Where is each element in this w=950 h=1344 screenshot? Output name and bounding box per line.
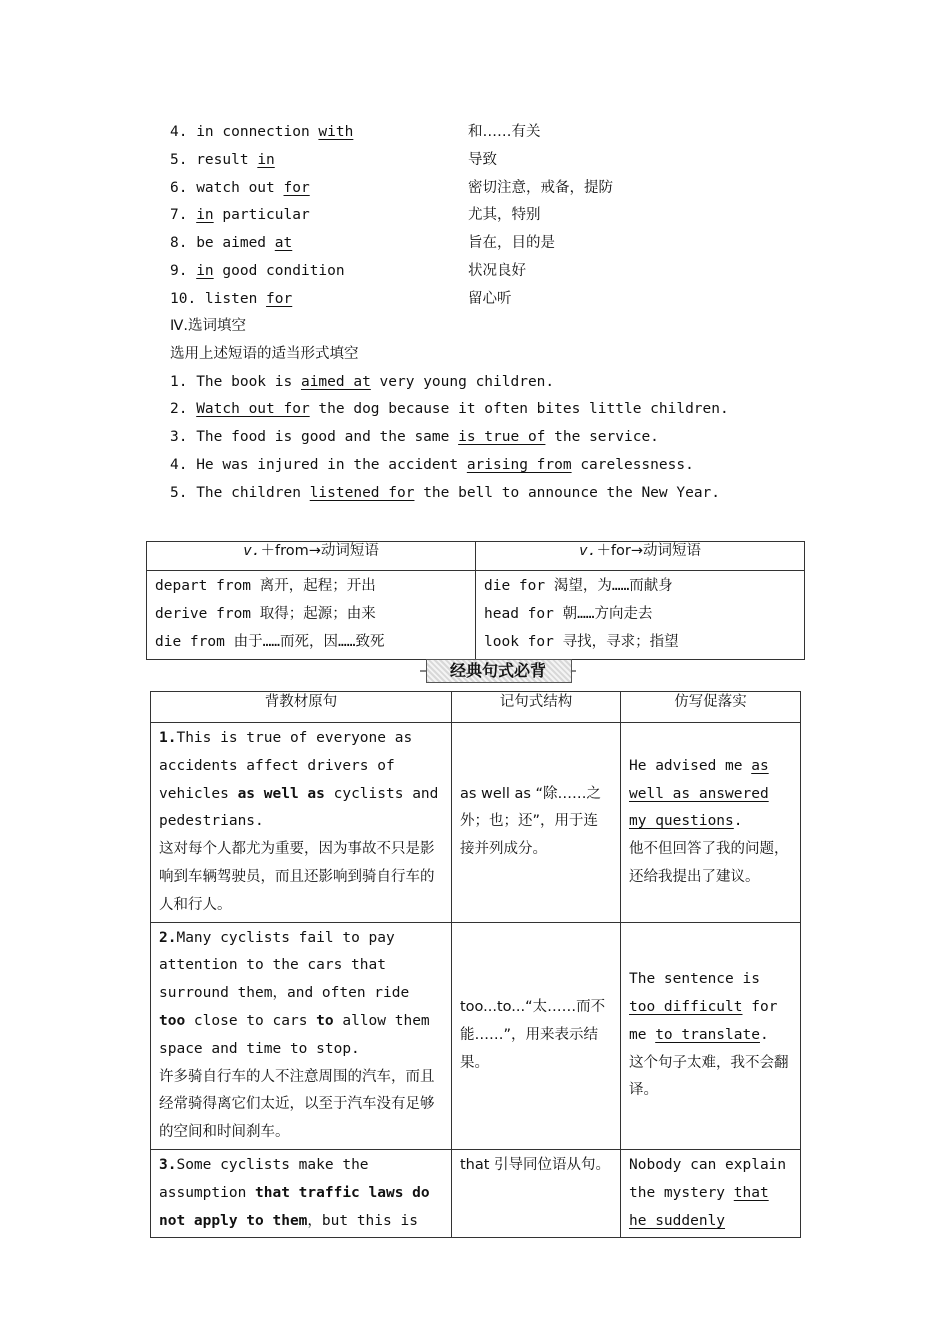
fill-item [170,424,810,452]
phrase-row [170,202,810,230]
original-sentence-cell [151,723,452,923]
item-number: 5. [170,151,197,168]
imitation-cell [621,922,801,1149]
fill-in-section [170,313,810,508]
phrase-row [170,258,810,286]
verb-for-header: v.＋for→动词短语 [476,542,805,571]
imitation-translation: 这个句子太难，我不会翻译。 [629,1054,789,1099]
phrase-answer: in [196,207,214,224]
phrase-text: watch out [196,179,284,196]
item-number: 6. [170,179,197,196]
verb-for-list [476,571,805,660]
phrase-text: listen [204,290,267,307]
imitation-cell [621,723,801,923]
sentence-row [151,723,801,923]
fill-item [170,452,810,480]
key-structure: too [159,1012,186,1029]
phrase-answer: for [283,179,310,196]
section-banner [420,659,576,683]
imitation-sentence [629,966,792,1049]
original-sentence-cell [151,922,452,1149]
phrase-meaning: 旨在，目的是 [468,235,555,252]
key-structure: as well as [237,785,325,802]
imitation-translation: 他不但回答了我的问题，还给我提出了建议。 [629,841,789,885]
phrase-answer: for [266,290,293,307]
sentence-text: He was injured in the accident [196,456,467,473]
phrase-text: result [196,151,258,168]
phrase-answer: with [318,124,354,140]
phrase-text: particular [213,207,310,224]
phrase-answer: in [196,262,214,279]
sentence-text: The children [196,484,310,501]
phrase-meaning: 留心听 [468,290,512,307]
imitation-answer: as well as answered my questions [629,757,769,830]
phrase-meaning: 导致 [468,151,497,168]
section-instruction: 选用上述短语的适当形式填空 [170,345,359,362]
phrase-text: in connection [196,124,319,140]
sentence-table [150,691,801,1238]
sentence-text: allow them space and time to stop. [159,1012,430,1057]
sentence-row [151,922,801,1149]
structure-cell: that 引导同位语从句。 [452,1149,621,1237]
sentence-text: the service. [545,429,659,446]
phrase-english [170,286,292,314]
fill-answer: is true of [458,429,546,446]
phrase-row [170,119,810,147]
original-translation: 许多骑自行车的人不注意周围的汽车，而且经常骑得离它们太近，以至于汽车没有足够的空间和时间刹车。 [159,1068,435,1141]
sentence-text: He advised me [629,757,752,774]
phrase-row [170,230,810,258]
fill-answer: listened for [309,484,415,501]
fill-answer: aimed at [300,373,371,390]
section-heading: Ⅳ.选词填空 [170,318,246,334]
sentence-text: The food is good and the same [196,429,459,446]
structure-cell: as well as “除……之外；也；还”，用于连接并列成分。 [452,723,621,923]
item-number: 3. [170,429,197,446]
item-number: 7. [170,207,197,224]
phrase-english [170,202,310,230]
phrase-meaning: 尤其，特别 [468,207,541,224]
original-sentence-cell [151,1149,452,1237]
phrase-row [170,286,810,314]
sentence-text: the dog because it often bites little children. [309,401,729,418]
phrase-meaning: 密切注意，戒备，提防 [468,179,613,196]
phrase-answer: in [257,151,275,168]
phrase-english [170,230,292,258]
sentence-row [151,1149,801,1237]
phrase-row [170,175,810,203]
fill-items [170,369,810,508]
fill-item [170,396,810,424]
phrase-answer: at [274,235,293,252]
original-translation: 这对每个人都尤为重要，因为事故不只是影响到车辆驾驶员，而且还影响到骑自行车的人和行人。 [159,841,435,913]
item-number: 2. [159,929,177,946]
sentence-text: Nobody can explain the mystery [629,1156,787,1201]
imitation-sentence [629,1152,792,1235]
sentence-text: The sentence is [629,971,760,988]
phrase-english [170,147,275,175]
item-number: 3. [159,1156,177,1173]
sentence-text: The book is [196,373,301,390]
col-header-original: 背教材原句 [151,692,452,723]
phrase-english [170,175,310,203]
item-number: 1. [159,730,177,746]
fill-item [170,480,810,508]
sentence-text: cyclists and pedestrians. [159,785,439,830]
item-number: 1. [170,373,197,390]
fill-item [170,369,810,397]
verb-phrase-table [146,541,805,660]
verb-from-header: v.＋from→动词短语 [147,542,476,571]
structure-cell: too...to...“太……而不能……”，用来表示结果。 [452,922,621,1149]
sentence-text: ，but this is [307,1212,418,1229]
item-number: 2. [170,401,197,418]
fill-answer: arising from [466,456,572,473]
item-number: 5. [170,484,197,501]
phrase-row [170,147,810,175]
imitation-answer: that he suddenly [629,1184,769,1229]
col-header-structure: 记句式结构 [452,692,621,723]
sentence-text: . [733,813,743,830]
sentence-text: Many cyclists fail to pay attention to the cars that surround them，and often ride [159,929,410,1002]
sentence-text: very young children. [370,373,555,390]
imitation-sentence [629,753,792,836]
verb-phrase-entry: die from 由于……而死，因……致死 [155,633,385,650]
verb-from-list [147,571,476,660]
key-structure: to [316,1012,334,1029]
item-number: 4. [170,456,197,473]
item-number: 4. [170,124,197,140]
sentence-text: . [759,1026,769,1043]
sentence-text: the bell to announce the New Year. [414,484,721,501]
banner-title: 经典句式必背 [449,661,546,680]
imitation-answer: too difficult [629,999,743,1016]
item-number: 9. [170,262,197,279]
verb-phrase-entry: head for 朝……方向走去 [484,605,653,622]
verb-phrase-entry: die for 渴望，为……而献身 [484,578,673,594]
sentence-text: carelessness. [571,456,694,473]
verb-phrase-entry: depart from 离开，起程；开出 [155,578,376,594]
phrase-meaning: 和……有关 [468,124,541,140]
phrase-english [170,119,353,147]
imitation-cell [621,1149,801,1237]
verb-phrase-entry: look for 寻找，寻求；指望 [484,633,679,650]
phrase-english [170,258,345,286]
fill-answer: Watch out for [196,401,310,418]
key-structure: that traffic laws do not apply to them [159,1184,430,1229]
sentence-text: for me [629,999,778,1043]
sentence-text: close to cars [185,1012,317,1029]
item-number: 10. [170,290,205,307]
phrase-text: good condition [213,262,345,279]
phrase-text: be aimed [196,235,275,252]
col-header-imitate: 仿写促落实 [621,692,801,723]
verb-phrase-entry: derive from 取得；起源；由来 [155,605,376,622]
sentence-text: This is true of everyone as accidents affect drivers of vehicles [159,730,413,802]
sentence-text: Some cyclists make the assumption [159,1156,369,1201]
item-number: 8. [170,235,197,252]
phrase-list [170,119,810,314]
phrase-meaning: 状况良好 [468,262,526,279]
imitation-answer: to translate [655,1026,760,1043]
